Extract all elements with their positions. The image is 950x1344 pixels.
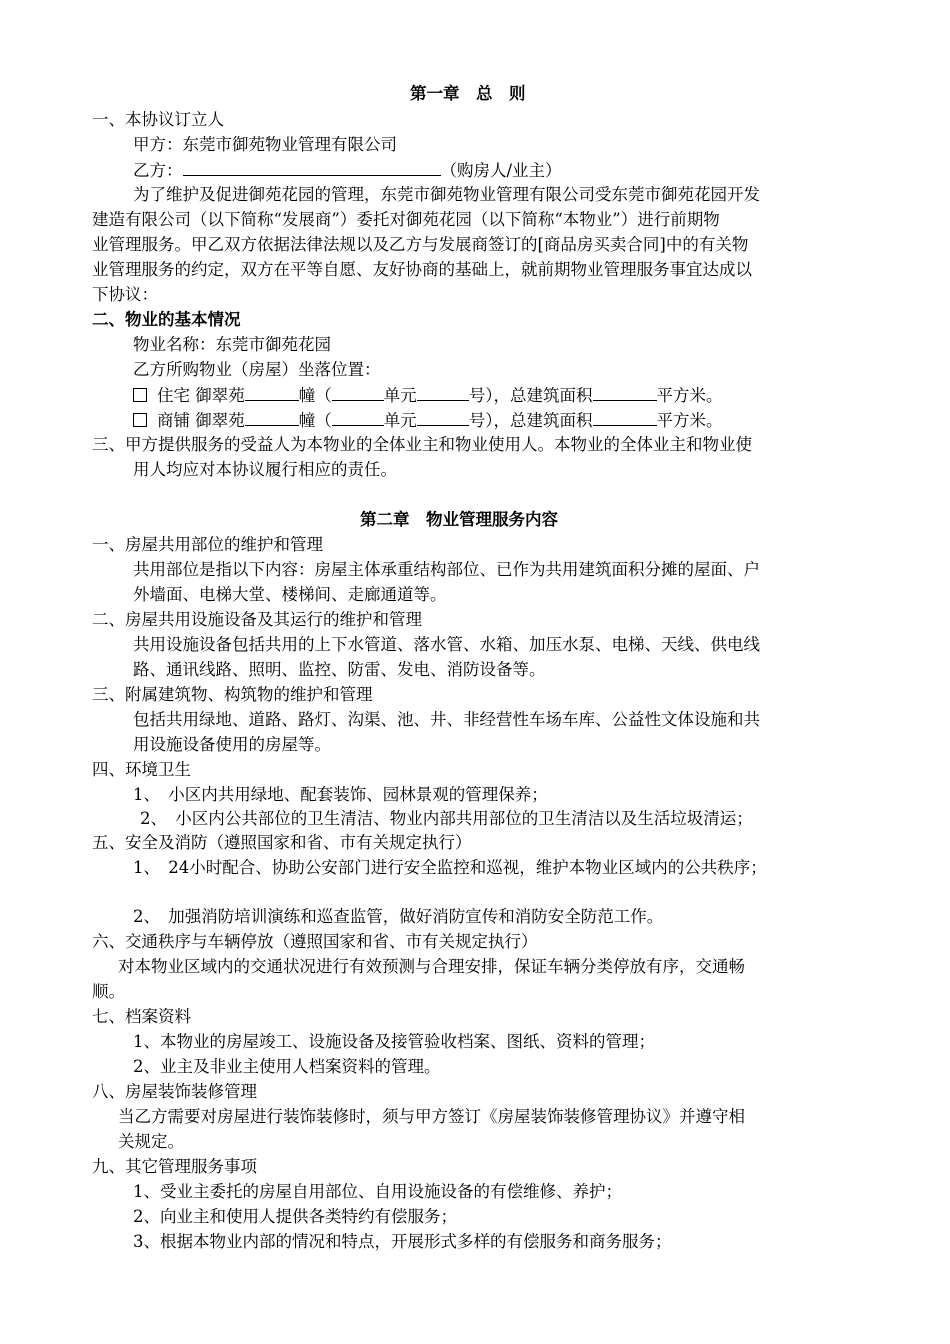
unit-type: 商铺 <box>157 411 190 430</box>
party-b-line <box>133 159 562 182</box>
section-text: 包括共用绿地、道路、路灯、沟渠、池、井、非经营性车场车库、公益性文体设施和共 <box>133 710 760 729</box>
section-text: 共用部位是指以下内容：房屋主体承重结构部位、已作为共用建筑面积分摊的屋面、户 <box>133 560 760 579</box>
section-text: 顺。 <box>92 982 125 1001</box>
party-a: 甲方：东莞市御苑物业管理有限公司 <box>133 135 397 154</box>
section-text: 外墙面、电梯大堂、楼梯间、走廊通道等。 <box>133 585 447 604</box>
party-b-label: 乙方： <box>133 161 183 180</box>
section-heading: 二、房屋共用设施设备及其运行的维护和管理 <box>92 610 422 629</box>
list-item: 3、根据本物业内部的情况和特点，开展形式多样的有偿服务和商务服务； <box>133 1232 672 1251</box>
list-item: 1、受业主委托的房屋自用部位、自用设施设备的有偿维修、养护； <box>133 1182 622 1201</box>
section-text: 当乙方需要对房屋进行装饰装修时，须与甲方签订《房屋装饰装修管理协议》并遵守相 <box>118 1107 745 1126</box>
section-heading: 七、档案资料 <box>92 1007 191 1026</box>
property-name: 物业名称：东莞市御苑花园 <box>133 335 331 354</box>
checkbox-icon <box>133 413 147 427</box>
chapter2-title: 第二章 物业管理服务内容 <box>360 510 558 529</box>
section-text: 三、甲方提供服务的受益人为本物业的全体业主和物业使用人。本物业的全体业主和物业使 <box>92 435 752 454</box>
section-heading: 二、物业的基本情况 <box>92 310 241 329</box>
list-item: 1、 24小时配合、协助公安部门进行安全监控和巡视，维护本物业区域内的公共秩序； <box>133 858 767 877</box>
section-heading: 九、其它管理服务事项 <box>92 1157 257 1176</box>
section-heading: 四、环境卫生 <box>92 760 191 779</box>
intro-line: 建造有限公司（以下简称“发展商”）委托对御苑花园（以下简称“本物业”）进行前期物 <box>92 210 720 229</box>
unit-estate: 御翠苑 <box>195 386 245 405</box>
unit-row: 商铺 御翠苑 幢（ 单元 号），总建筑面积 平方米。 <box>133 409 723 432</box>
unit-type: 住宅 <box>157 386 190 405</box>
section-heading: 八、房屋装饰装修管理 <box>92 1082 257 1101</box>
party-b-blank <box>183 159 441 176</box>
location-label: 乙方所购物业（房屋）坐落位置： <box>133 360 381 379</box>
intro-line: 业管理服务。甲乙双方依据法律法规以及乙方与发展商签订的[商品房买卖合同]中的有关物 <box>92 235 749 254</box>
list-item: 2、 小区内公共部位的卫生清洁、物业内部共用部位的卫生清洁以及生活垃圾清运； <box>140 809 753 828</box>
section-heading: 一、本协议订立人 <box>92 110 224 129</box>
intro-line: 下协议： <box>92 285 158 304</box>
list-item: 2、向业主和使用人提供各类特约有偿服务； <box>133 1207 457 1226</box>
section-text: 共用设施设备包括共用的上下水管道、落水管、水箱、加压水泵、电梯、天线、供电线 <box>133 635 760 654</box>
section-text: 用人均应对本协议履行相应的责任。 <box>133 460 397 479</box>
section-text: 路、通讯线路、照明、监控、防雷、发电、消防设备等。 <box>133 660 546 679</box>
unit-row: 住宅 御翠苑 幢（ 单元 号），总建筑面积 平方米。 <box>133 384 723 407</box>
section-heading: 六、交通秩序与车辆停放（遵照国家和省、市有关规定执行） <box>92 932 538 951</box>
section-heading: 三、附属建筑物、构筑物的维护和管理 <box>92 685 373 704</box>
unit-estate: 御翠苑 <box>195 411 245 430</box>
section-text: 用设施设备使用的房屋等。 <box>133 735 331 754</box>
section-heading: 五、安全及消防（遵照国家和省、市有关规定执行） <box>92 833 472 852</box>
list-item: 1、本物业的房屋竣工、设施设备及接管验收档案、图纸、资料的管理； <box>133 1032 655 1051</box>
intro-line: 为了维护及促进御苑花园的管理，东莞市御苑物业管理有限公司受东莞市御苑花园开发 <box>133 185 760 204</box>
checkbox-icon <box>133 388 147 402</box>
list-item: 2、业主及非业主使用人档案资料的管理。 <box>133 1057 441 1076</box>
section-text: 对本物业区域内的交通状况进行有效预测与合理安排，保证车辆分类停放有序，交通畅 <box>118 957 745 976</box>
list-item: 2、 加强消防培训演练和巡查监管，做好消防宣传和消防安全防范工作。 <box>133 907 664 926</box>
section-heading: 一、房屋共用部位的维护和管理 <box>92 535 323 554</box>
chapter1-title: 第一章 总 则 <box>410 84 526 103</box>
list-item: 1、 小区内共用绿地、配套装饰、园林景观的管理保养； <box>133 785 548 804</box>
section-text: 关规定。 <box>118 1132 184 1151</box>
party-b-suffix: （购房人/业主） <box>440 161 562 180</box>
intro-line: 业管理服务的约定，双方在平等自愿、友好协商的基础上，就前期物业管理服务事宜达成以 <box>92 260 752 279</box>
